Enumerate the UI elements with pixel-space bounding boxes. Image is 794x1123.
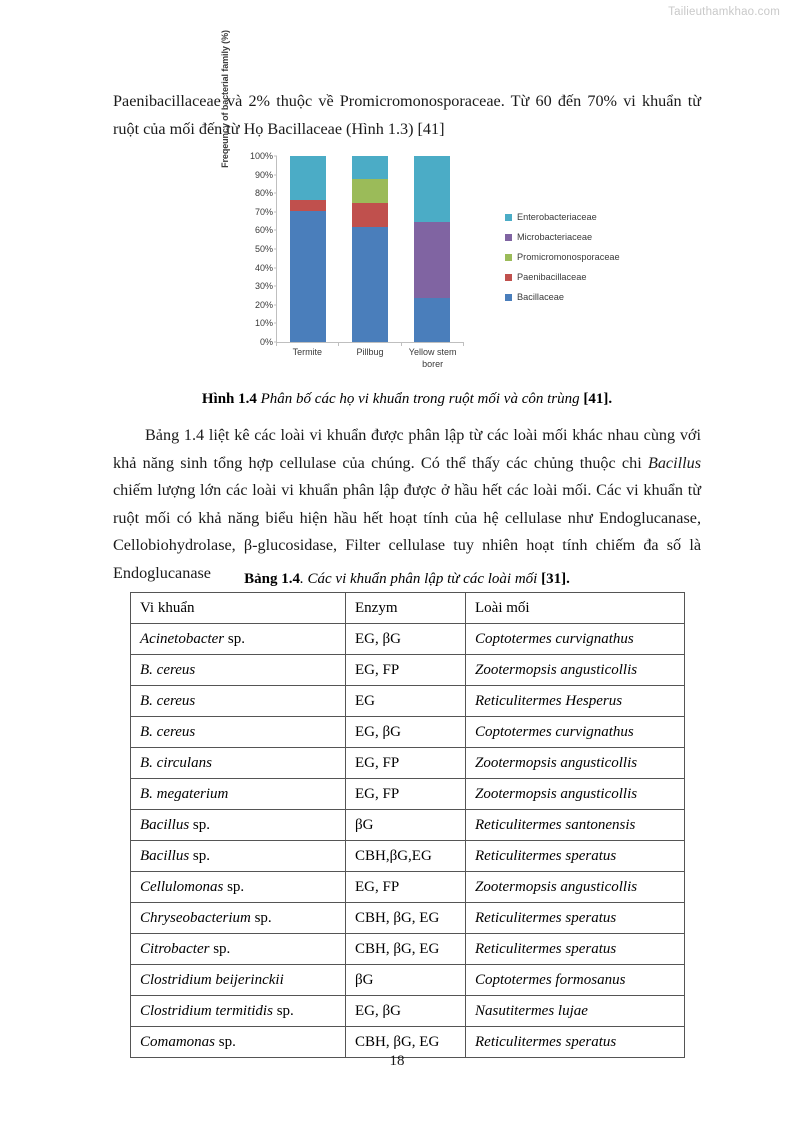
legend-swatch-icon xyxy=(505,214,512,221)
bacteria-name-italic: Clostridium beijerinckii xyxy=(140,971,284,988)
middle-paragraph-part1: Bảng 1.4 liệt kê các loài vi khuẩn được phân lập từ các loài mối khác nhau cùng với khả năng sinh tổng hợp cellulase của chúng. Có thể thấy các chủng thuộc chi xyxy=(113,426,701,472)
cell-enzyme: CBH, βG, EG xyxy=(346,903,466,934)
termite-species-italic: Coptotermes formosanus xyxy=(475,971,626,988)
termite-species-italic: Coptotermes curvignathus xyxy=(475,723,634,740)
chart-segment-promicromonosporaceae xyxy=(352,179,388,202)
chart-plot-area xyxy=(249,151,463,347)
table-row xyxy=(131,779,685,810)
chart-segment-enterobacteriaceae xyxy=(352,156,388,179)
table-row xyxy=(131,934,685,965)
cell-enzyme: EG, βG xyxy=(346,996,466,1027)
chart-segment-paenibacillaceae xyxy=(290,200,326,211)
chart-x-ticks xyxy=(276,346,464,370)
cell-enzyme: CBH, βG, EG xyxy=(346,1027,466,1058)
top-paragraph-line2: từ ruột của mối đến từ Họ Bacillaceae (Hình 1.3) [41] xyxy=(113,92,701,138)
cell-termite xyxy=(466,748,685,779)
chart-segment-microbacteriaceae xyxy=(414,222,450,298)
termite-species-italic: Zootermopsis angusticollis xyxy=(475,661,638,678)
cell-termite xyxy=(466,810,685,841)
chart-x-tick-label xyxy=(277,346,337,370)
table-row xyxy=(131,872,685,903)
cell-bacteria xyxy=(131,686,346,717)
chart-x-tick-label xyxy=(340,346,400,370)
bacteria-name-italic: Cellulomonas xyxy=(140,878,224,895)
termite-species-italic: Reticulitermes Hesperus xyxy=(475,692,623,709)
bacteria-name-italic: Acinetobacter xyxy=(140,630,225,647)
legend-item-enterobacteriaceae xyxy=(505,207,705,227)
table-header-row xyxy=(131,593,685,624)
bacteria-name-suffix: sp. xyxy=(189,847,211,864)
chart-y-tick-label: 40% xyxy=(254,262,273,273)
bacteria-name-italic: Comamonas xyxy=(140,1033,216,1050)
cell-termite xyxy=(466,903,685,934)
table-row xyxy=(131,624,685,655)
legend-label: Bacillaceae xyxy=(517,292,564,302)
chart-bars xyxy=(277,156,463,342)
chart-y-tick-label: 30% xyxy=(254,281,273,292)
cell-bacteria xyxy=(131,624,346,655)
cell-termite xyxy=(466,841,685,872)
table-row xyxy=(131,655,685,686)
middle-paragraph-italic: Bacillus xyxy=(647,453,701,472)
bacteria-name-suffix: sp. xyxy=(250,909,272,926)
cell-enzyme: EG, βG xyxy=(346,624,466,655)
termite-species-italic: Reticulitermes santonensis xyxy=(475,816,636,833)
figure-caption-text: Phân bố các họ vi khuẩn trong ruột mối và côn trùng xyxy=(256,391,584,407)
middle-paragraph-part2: chiếm lượng lớn các loài vi khuẩn phân lập được ở hầu hết các loài mối. Các vi khuẩn từ ruột mối có khả năng biểu hiện hầu hết hoạt tính của hệ cellulase như Endoglucanase, Cellobiohydrolase, β-glucosidase, Filter cellulase tuy nhiên hoạt tính chiếm đa số là Endoglucanase xyxy=(113,481,701,582)
table-caption-label: Bảng 1.4 xyxy=(244,571,301,587)
cell-bacteria xyxy=(131,748,346,779)
column-header-termite: Loài mối xyxy=(466,593,685,624)
cell-bacteria xyxy=(131,934,346,965)
legend-item-bacillaceae xyxy=(505,287,705,307)
chart-y-tick-label: 80% xyxy=(254,188,273,199)
chart-x-tick-line: borer xyxy=(422,359,444,369)
termite-species-italic: Reticulitermes speratus xyxy=(475,940,617,957)
column-header-bacteria: Vi khuẩn xyxy=(131,593,346,624)
bacteria-name-suffix: sp. xyxy=(224,630,245,647)
bacteria-name-italic: Citrobacter xyxy=(140,940,210,957)
legend-label: Promicromonosporaceae xyxy=(517,252,620,262)
figure-caption xyxy=(113,391,701,408)
bacteria-name-italic: Bacillus xyxy=(140,816,190,833)
bacteria-name-italic: Clostridium termitidis xyxy=(140,1002,273,1019)
cell-termite xyxy=(466,779,685,810)
cell-bacteria xyxy=(131,965,346,996)
watermark-text: Tailieuthamkhao.com xyxy=(668,6,780,18)
termite-species-italic: Zootermopsis angusticollis xyxy=(475,754,638,771)
table-row xyxy=(131,686,685,717)
table-row xyxy=(131,717,685,748)
figure-caption-ref: [41]. xyxy=(583,391,613,407)
cell-bacteria xyxy=(131,779,346,810)
cell-bacteria xyxy=(131,655,346,686)
legend-label: Microbacteriaceae xyxy=(517,232,593,242)
cell-bacteria xyxy=(131,841,346,872)
table-caption xyxy=(113,571,701,588)
chart-segment-bacillaceae xyxy=(414,298,450,342)
legend-swatch-icon xyxy=(505,234,512,241)
chart-y-tick-label: 90% xyxy=(254,169,273,180)
bacteria-name-italic: B. circulans xyxy=(140,754,212,771)
chart-y-tick-label: 10% xyxy=(254,318,273,329)
cell-enzyme: EG, FP xyxy=(346,748,466,779)
termite-species-italic: Zootermopsis angusticollis xyxy=(475,878,638,895)
chart-y-tick-label: 50% xyxy=(254,244,273,254)
chart-y-tick-label: 100% xyxy=(249,151,273,161)
page-number: 18 xyxy=(389,1053,405,1069)
table-row xyxy=(131,903,685,934)
table-body xyxy=(131,624,685,1058)
cell-enzyme: EG, βG xyxy=(346,717,466,748)
legend-label: Enterobacteriaceae xyxy=(517,212,597,222)
top-paragraph-line1: Paenibacillaceae và 2% thuộc về Promicromonosporaceae. Từ 60 đến 70% vi khuẩn xyxy=(113,92,682,110)
cell-bacteria xyxy=(131,996,346,1027)
table-1-4-wrapper xyxy=(130,592,684,1058)
bacteria-name-suffix: sp. xyxy=(272,1002,294,1019)
cell-enzyme: CBH,βG,EG xyxy=(346,841,466,872)
legend-label: Paenibacillaceae xyxy=(517,272,587,282)
chart-y-axis-label: Freqeuncy of bacterial family (%) xyxy=(220,30,230,168)
termite-species-italic: Reticulitermes speratus xyxy=(475,909,617,926)
column-header-enzyme: Enzym xyxy=(346,593,466,624)
legend-item-microbacteriaceae xyxy=(505,227,705,247)
bacteria-name-suffix: sp. xyxy=(209,940,231,957)
cell-enzyme: EG, FP xyxy=(346,779,466,810)
bacteria-name-suffix: sp. xyxy=(223,878,245,895)
middle-paragraph-block xyxy=(113,422,701,587)
cell-termite xyxy=(466,717,685,748)
cell-enzyme: βG xyxy=(346,810,466,841)
figure-caption-label: Hình 1.4 xyxy=(201,391,257,407)
bacteria-name-italic: B. cereus xyxy=(140,723,196,740)
termite-species-italic: Reticulitermes speratus xyxy=(475,847,617,864)
bacteria-name-italic: Bacillus xyxy=(140,847,190,864)
table-caption-ref: [31]. xyxy=(541,571,570,587)
chart-bar-pillbug xyxy=(352,156,388,342)
chart-x-tick-label xyxy=(403,346,463,370)
cell-termite xyxy=(466,655,685,686)
legend-swatch-icon xyxy=(505,254,512,261)
cell-termite xyxy=(466,934,685,965)
table-row xyxy=(131,748,685,779)
chart-bar-yellow-stem-borer xyxy=(414,156,450,342)
bacteria-name-italic: Chryseobacterium xyxy=(140,909,251,926)
middle-paragraph xyxy=(113,422,701,587)
legend-item-paenibacillaceae xyxy=(505,267,705,287)
cell-enzyme: EG xyxy=(346,686,466,717)
bacteria-name-italic: B. megaterium xyxy=(140,785,229,802)
legend-item-promicromonosporaceae xyxy=(505,247,705,267)
chart-legend xyxy=(505,207,705,307)
cell-enzyme: CBH, βG, EG xyxy=(346,934,466,965)
chart-y-tick-label: 70% xyxy=(254,206,273,217)
chart-segment-bacillaceae xyxy=(290,211,326,342)
cell-termite xyxy=(466,624,685,655)
chart-x-tick-line: Pillbug xyxy=(356,347,384,357)
termite-species-italic: Reticulitermes speratus xyxy=(475,1033,617,1050)
bacteria-name-italic: B. cereus xyxy=(140,692,196,709)
top-paragraph-block xyxy=(113,88,701,143)
cell-termite xyxy=(466,965,685,996)
cell-enzyme: EG, FP xyxy=(346,655,466,686)
table-row xyxy=(131,841,685,872)
cell-bacteria xyxy=(131,872,346,903)
chart-bar-termite xyxy=(290,156,326,342)
bacteria-table xyxy=(130,592,685,1058)
cell-bacteria xyxy=(131,903,346,934)
bacteria-name-italic: B. cereus xyxy=(140,661,196,678)
chart-y-tick-label: 20% xyxy=(254,299,273,310)
table-row xyxy=(131,965,685,996)
cell-termite xyxy=(466,872,685,903)
chart-x-tick-line: Yellow stem xyxy=(408,347,457,357)
table-row xyxy=(131,996,685,1027)
chart-segment-enterobacteriaceae xyxy=(290,156,326,200)
cell-enzyme: EG, FP xyxy=(346,872,466,903)
bacteria-name-suffix: sp. xyxy=(215,1033,236,1050)
cell-bacteria xyxy=(131,717,346,748)
chart-segment-enterobacteriaceae xyxy=(414,156,450,222)
chart-segment-paenibacillaceae xyxy=(352,203,388,227)
cell-bacteria xyxy=(131,810,346,841)
chart-y-tick-label: 0% xyxy=(259,337,273,347)
cell-termite xyxy=(466,996,685,1027)
table-row xyxy=(131,810,685,841)
cell-termite xyxy=(466,686,685,717)
chart-segment-bacillaceae xyxy=(352,227,388,342)
chart-x-tick-line: Termite xyxy=(292,347,323,357)
bacteria-name-suffix: sp. xyxy=(189,816,211,833)
top-paragraph xyxy=(113,88,701,143)
termite-species-italic: Nasutitermes lujae xyxy=(475,1002,588,1019)
termite-species-italic: Zootermopsis angusticollis xyxy=(475,785,638,802)
legend-swatch-icon xyxy=(505,294,512,301)
termite-species-italic: Coptotermes curvignathus xyxy=(475,630,634,647)
cell-enzyme: βG xyxy=(346,965,466,996)
chart-y-tick-label: 60% xyxy=(254,225,273,236)
table-caption-text: . Các vi khuẩn phân lập từ các loài mối xyxy=(300,571,542,587)
legend-swatch-icon xyxy=(505,274,512,281)
